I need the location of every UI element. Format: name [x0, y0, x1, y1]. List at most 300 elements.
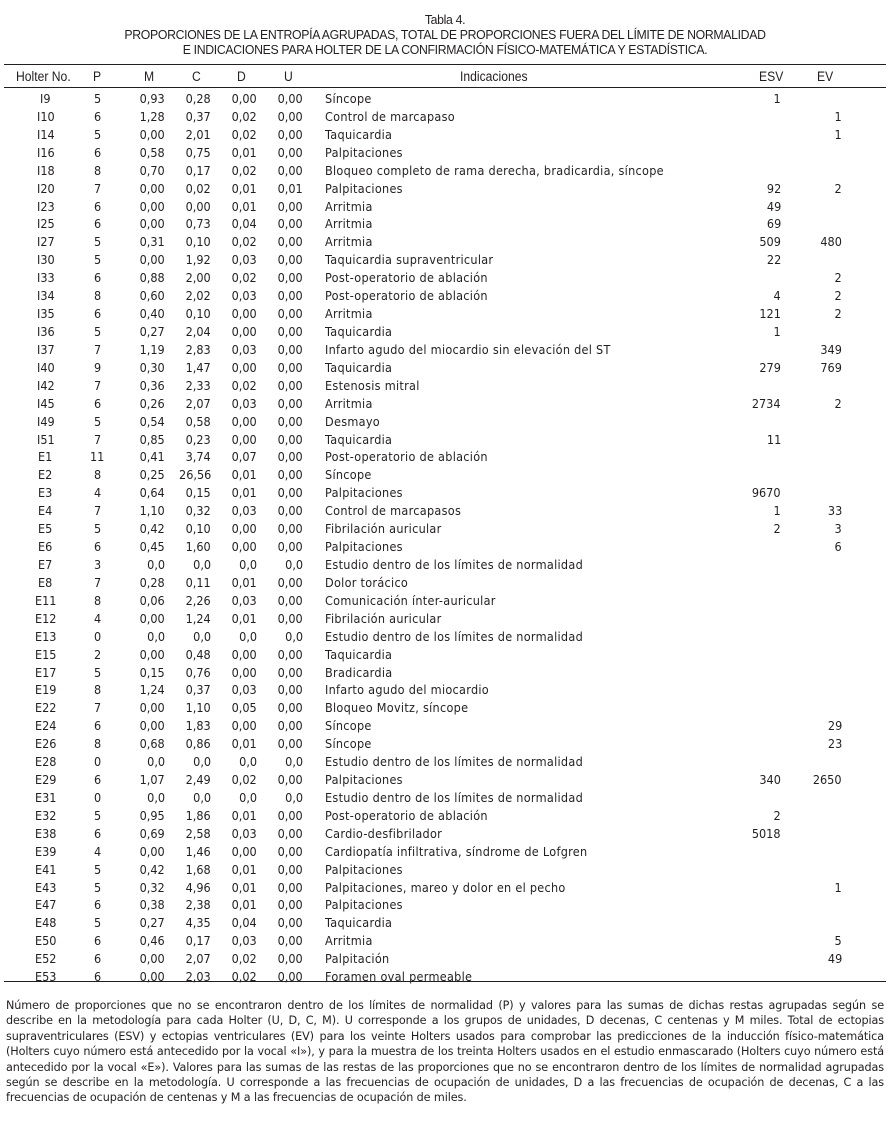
u-cell-text: 0,00 [277, 611, 303, 626]
u-cell-text: 0,00 [277, 199, 303, 214]
indicaciones-cell [325, 682, 499, 700]
holter-cell-text: I30 [36, 253, 55, 268]
c-cell-text: 2,83 [185, 342, 211, 357]
p-cell-text: 7 [94, 701, 102, 716]
p-cell-text: 8 [94, 683, 102, 698]
d-cell-text: 0,03 [231, 342, 257, 357]
d-cell-text: 0,00 [231, 540, 257, 555]
d-cell [216, 145, 257, 163]
ev-cell [790, 611, 842, 629]
holter-cell [20, 503, 72, 521]
u-cell-text: 0,00 [277, 289, 303, 304]
d-cell [216, 700, 257, 718]
indicaciones-cell [325, 360, 397, 378]
d-cell-text: 0,03 [231, 289, 257, 304]
ev-cell-text: 1 [834, 880, 842, 895]
indicaciones-cell [325, 127, 397, 145]
m-cell [128, 808, 165, 826]
c-cell-text: 0,10 [185, 307, 211, 322]
indicaciones-cell-text: Estudio dentro de los límites de normalidad [325, 629, 584, 644]
m-cell [128, 826, 165, 844]
table-row [0, 790, 890, 808]
m-cell [128, 629, 165, 647]
d-cell [216, 234, 257, 252]
d-cell-text: 0,01 [231, 880, 257, 895]
u-cell [262, 306, 303, 324]
m-cell [128, 449, 165, 467]
ev-cell [790, 378, 842, 396]
esv-cell [720, 485, 781, 503]
c-cell-text: 0,86 [185, 737, 211, 752]
u-cell-text: 0,00 [277, 109, 303, 124]
d-cell [216, 181, 257, 199]
c-cell [170, 682, 211, 700]
indicaciones-cell [325, 306, 376, 324]
table-label: Tabla 4. [424, 12, 466, 27]
u-cell [262, 127, 303, 145]
u-cell [262, 808, 303, 826]
indicaciones-cell-text: Estudio dentro de los límites de normalidad [325, 790, 584, 805]
ev-cell [790, 647, 842, 665]
u-cell-text: 0,00 [277, 253, 303, 268]
c-cell [170, 91, 211, 109]
indicaciones-cell-text: Control de marcapaso [325, 109, 455, 124]
u-cell-text: 0,00 [277, 719, 303, 734]
indicaciones-cell-text: Taquicardia [325, 647, 393, 662]
esv-cell-text: 5018 [752, 826, 781, 841]
m-cell [128, 163, 165, 181]
indicaciones-cell-text: Fibrilación auricular [325, 611, 442, 626]
holter-cell-text: E15 [34, 647, 57, 662]
indicaciones-cell [325, 808, 498, 826]
d-cell [216, 503, 257, 521]
indicaciones-cell-text: Palpitaciones [325, 773, 403, 788]
esv-cell [720, 951, 781, 969]
m-cell [128, 181, 165, 199]
u-cell-text: 0,00 [277, 307, 303, 322]
table-row [0, 306, 890, 324]
holter-cell-text: E26 [34, 737, 57, 752]
c-cell-text: 0,00 [185, 199, 211, 214]
table-body [0, 91, 890, 987]
ev-cell [790, 234, 842, 252]
p-cell [86, 109, 110, 127]
esv-cell-text: 9670 [752, 486, 781, 501]
esv-cell [720, 969, 781, 987]
p-cell-text: 5 [94, 92, 102, 106]
c-cell-text: 1,83 [185, 719, 211, 734]
holter-cell-text: E11 [34, 593, 57, 608]
u-cell-text: 0,00 [277, 880, 303, 895]
m-cell-text: 0,54 [139, 414, 165, 429]
indicaciones-cell [325, 216, 376, 234]
d-cell-text: 0,02 [231, 235, 257, 250]
m-cell-text: 0,00 [139, 217, 165, 232]
u-cell [262, 467, 303, 485]
u-cell [262, 593, 303, 611]
indicaciones-cell [325, 897, 408, 915]
m-cell-text: 0,95 [139, 808, 165, 823]
ev-cell [790, 414, 842, 432]
m-cell [128, 575, 165, 593]
holter-cell-text: E4 [38, 504, 53, 519]
c-cell-text: 0,58 [185, 414, 211, 429]
holter-cell [20, 145, 72, 163]
p-cell [86, 252, 110, 270]
table-row [0, 449, 890, 467]
m-cell-text: 0,60 [139, 289, 165, 304]
c-cell-text: 0,76 [185, 665, 211, 680]
esv-cell-text: 121 [759, 307, 781, 322]
p-cell [86, 969, 110, 987]
m-cell [128, 700, 165, 718]
c-cell [170, 432, 211, 450]
c-cell-text: 0,28 [185, 92, 211, 106]
header-holter: Holter No. [16, 69, 71, 84]
p-cell-text: 6 [94, 952, 102, 967]
ev-cell [790, 736, 842, 754]
c-cell [170, 234, 211, 252]
table-row [0, 718, 890, 736]
c-cell [170, 611, 211, 629]
esv-cell [720, 467, 781, 485]
p-cell-text: 8 [94, 593, 102, 608]
u-cell [262, 378, 303, 396]
u-cell [262, 199, 303, 217]
table-row [0, 754, 890, 772]
indicaciones-cell [325, 199, 376, 217]
table-row [0, 647, 890, 665]
c-cell [170, 306, 211, 324]
holter-cell-text: E7 [38, 557, 53, 572]
table-row [0, 485, 890, 503]
ev-cell [790, 539, 842, 557]
c-cell [170, 216, 211, 234]
p-cell-text: 6 [94, 898, 102, 913]
table-row [0, 324, 890, 342]
u-cell [262, 449, 303, 467]
m-cell-text: 0,68 [139, 737, 165, 752]
holter-cell-text: E24 [34, 719, 57, 734]
m-cell-text: 1,07 [139, 773, 165, 788]
table-row [0, 557, 890, 575]
m-cell-text: 0,38 [139, 898, 165, 913]
esv-cell [720, 163, 781, 181]
d-cell-text: 0,00 [231, 522, 257, 537]
esv-cell-text: 4 [773, 289, 781, 304]
indicaciones-cell [325, 145, 408, 163]
p-cell-text: 4 [94, 844, 102, 859]
m-cell [128, 736, 165, 754]
indicaciones-cell [325, 790, 599, 808]
table-row [0, 880, 890, 898]
m-cell [128, 342, 165, 360]
d-cell [216, 127, 257, 145]
indicaciones-cell [325, 718, 375, 736]
holter-cell-text: E50 [34, 934, 57, 949]
holter-cell [20, 324, 72, 342]
c-cell [170, 485, 211, 503]
c-cell-text: 2,07 [185, 952, 211, 967]
p-cell-text: 6 [94, 307, 102, 322]
m-cell-text: 0,40 [139, 307, 165, 322]
u-cell-text: 0,00 [277, 486, 303, 501]
table-row [0, 539, 890, 557]
table-bottom-rule [4, 981, 886, 982]
esv-cell [720, 665, 781, 683]
d-cell-text: 0,02 [231, 952, 257, 967]
m-cell [128, 844, 165, 862]
p-cell [86, 378, 110, 396]
esv-cell [720, 145, 781, 163]
esv-cell-text: 69 [766, 217, 781, 232]
table-row [0, 629, 890, 647]
c-cell-text: 0,10 [185, 235, 211, 250]
holter-cell-text: E13 [34, 629, 57, 644]
p-cell [86, 933, 110, 951]
c-cell-text: 0,32 [185, 504, 211, 519]
d-cell [216, 754, 257, 772]
m-cell-text: 0,42 [139, 522, 165, 537]
m-cell-text: 0,00 [139, 181, 165, 196]
indicaciones-cell [325, 324, 397, 342]
esv-cell-text: 49 [766, 199, 781, 214]
m-cell [128, 109, 165, 127]
holter-cell-text: I45 [36, 396, 55, 411]
indicaciones-cell-text: Palpitaciones [325, 540, 403, 555]
d-cell-text: 0,00 [231, 432, 257, 447]
m-cell [128, 270, 165, 288]
u-cell [262, 109, 303, 127]
holter-cell-text: E12 [34, 611, 57, 626]
c-cell [170, 539, 211, 557]
esv-cell [720, 593, 781, 611]
d-cell [216, 611, 257, 629]
c-cell-text: 3,74 [185, 450, 211, 465]
m-cell [128, 324, 165, 342]
d-cell [216, 951, 257, 969]
c-cell-text: 0,0 [193, 755, 211, 770]
d-cell [216, 862, 257, 880]
u-cell [262, 234, 303, 252]
u-cell [262, 270, 303, 288]
p-cell-text: 0 [94, 755, 102, 770]
holter-cell [20, 844, 72, 862]
u-cell-text: 0,00 [277, 934, 303, 949]
p-cell-text: 5 [94, 235, 102, 250]
holter-cell-text: E53 [34, 970, 57, 985]
d-cell [216, 718, 257, 736]
p-cell [86, 539, 110, 557]
p-cell-text: 5 [94, 916, 102, 931]
holter-cell-text: I14 [36, 127, 55, 142]
holter-cell [20, 306, 72, 324]
d-cell-text: 0,01 [231, 468, 257, 483]
d-cell-text: 0,02 [231, 970, 257, 985]
m-cell [128, 665, 165, 683]
ev-cell [790, 880, 842, 898]
d-cell [216, 915, 257, 933]
indicaciones-cell [325, 288, 498, 306]
m-cell-text: 1,24 [139, 683, 165, 698]
m-cell [128, 880, 165, 898]
m-cell-text: 1,28 [139, 109, 165, 124]
p-cell-text: 7 [94, 504, 102, 519]
c-cell-text: 0,37 [185, 683, 211, 698]
m-cell-text: 0,00 [139, 127, 165, 142]
m-cell [128, 396, 165, 414]
u-cell-text: 0,00 [277, 324, 303, 339]
u-cell-text: 0,00 [277, 271, 303, 286]
d-cell [216, 593, 257, 611]
m-cell [128, 611, 165, 629]
m-cell-text: 0,00 [139, 844, 165, 859]
p-cell-text: 5 [94, 808, 102, 823]
esv-cell [720, 629, 781, 647]
m-cell-text: 0,58 [139, 145, 165, 160]
holter-cell-text: I35 [36, 307, 55, 322]
esv-cell-text: 279 [759, 360, 781, 375]
d-cell-text: 0,0 [239, 755, 257, 770]
holter-cell-text: I27 [36, 235, 55, 250]
c-cell-text: 2,04 [185, 324, 211, 339]
p-cell-text: 5 [94, 862, 102, 877]
indicaciones-cell-text: Estenosis mitral [325, 378, 420, 393]
indicaciones-cell-text: Post-operatorio de ablación [325, 289, 488, 304]
p-cell [86, 754, 110, 772]
c-cell [170, 163, 211, 181]
holter-cell [20, 467, 72, 485]
d-cell-text: 0,00 [231, 324, 257, 339]
d-cell-text: 0,00 [231, 719, 257, 734]
table-row [0, 915, 890, 933]
header-m: M [144, 69, 155, 84]
c-cell-text: 1,60 [185, 540, 211, 555]
indicaciones-cell [325, 575, 413, 593]
p-cell-text: 6 [94, 540, 102, 555]
u-cell-text: 0,00 [277, 683, 303, 698]
holter-cell [20, 288, 72, 306]
m-cell-text: 0,25 [139, 468, 165, 483]
u-cell [262, 324, 303, 342]
esv-cell [720, 575, 781, 593]
m-cell [128, 199, 165, 217]
ev-cell-text: 1 [834, 127, 842, 142]
c-cell [170, 647, 211, 665]
ev-cell-text: 33 [827, 504, 842, 519]
p-cell [86, 360, 110, 378]
m-cell [128, 754, 165, 772]
indicaciones-cell-text: Síncope [325, 468, 372, 483]
p-cell [86, 199, 110, 217]
p-cell-text: 11 [90, 450, 105, 465]
indicaciones-cell-text: Bloqueo completo de rama derecha, bradicardia, síncope [325, 163, 664, 178]
p-cell-text: 5 [94, 414, 102, 429]
m-cell-text: 0,0 [147, 629, 165, 644]
c-cell [170, 629, 211, 647]
indicaciones-cell [325, 414, 383, 432]
p-cell [86, 127, 110, 145]
table-row [0, 808, 890, 826]
m-cell [128, 862, 165, 880]
d-cell-text: 0,03 [231, 396, 257, 411]
ev-cell-text: 2 [834, 271, 842, 286]
u-cell-text: 0,00 [277, 916, 303, 931]
m-cell-text: 0,27 [139, 916, 165, 931]
table-row [0, 736, 890, 754]
u-cell-text: 0,00 [277, 844, 303, 859]
m-cell [128, 288, 165, 306]
holter-cell [20, 252, 72, 270]
m-cell-text: 0,0 [147, 557, 165, 572]
c-cell-text: 2,00 [185, 271, 211, 286]
d-cell [216, 91, 257, 109]
u-cell [262, 252, 303, 270]
u-cell-text: 0,00 [277, 647, 303, 662]
p-cell-text: 6 [94, 396, 102, 411]
table-row [0, 844, 890, 862]
u-cell [262, 951, 303, 969]
indicaciones-cell [325, 844, 604, 862]
indicaciones-cell-text: Palpitaciones [325, 181, 403, 196]
p-cell [86, 467, 110, 485]
table-row [0, 288, 890, 306]
u-cell-text: 0,00 [277, 808, 303, 823]
p-cell-text: 5 [94, 127, 102, 142]
u-cell-text: 0,00 [277, 826, 303, 841]
m-cell-text: 0,30 [139, 360, 165, 375]
d-cell-text: 0,03 [231, 253, 257, 268]
c-cell [170, 467, 211, 485]
d-cell [216, 199, 257, 217]
ev-cell [790, 252, 842, 270]
table-top-rule [4, 64, 886, 65]
esv-cell [720, 199, 781, 217]
ev-cell [790, 91, 842, 109]
indicaciones-cell [325, 736, 375, 754]
c-cell-text: 0,23 [185, 432, 211, 447]
u-cell [262, 647, 303, 665]
esv-cell [720, 897, 781, 915]
ev-cell [790, 109, 842, 127]
holter-cell-text: E31 [34, 790, 57, 805]
u-cell [262, 360, 303, 378]
m-cell [128, 647, 165, 665]
ev-cell [790, 216, 842, 234]
table-title-line-2: E INDICACIONES PARA HOLTER DE LA CONFIRMACIÓN FÍSICO-MATEMÁTICA Y ESTADÍSTICA. [182, 42, 708, 57]
indicaciones-cell-text: Taquicardia [325, 324, 393, 339]
ev-cell [790, 575, 842, 593]
holter-cell-text: E43 [34, 880, 57, 895]
esv-cell [720, 754, 781, 772]
c-cell [170, 557, 211, 575]
holter-cell-text: I42 [36, 378, 55, 393]
ev-cell [790, 485, 842, 503]
u-cell-text: 0,00 [277, 450, 303, 465]
p-cell [86, 736, 110, 754]
table-row [0, 360, 890, 378]
d-cell-text: 0,01 [231, 898, 257, 913]
ev-cell-text: 2 [834, 181, 842, 196]
indicaciones-cell-text: Taquicardia [325, 916, 393, 931]
holter-cell [20, 234, 72, 252]
holter-cell [20, 557, 72, 575]
u-cell-text: 0,00 [277, 235, 303, 250]
c-cell-text: 0,73 [185, 217, 211, 232]
d-cell [216, 342, 257, 360]
d-cell-text: 0,03 [231, 593, 257, 608]
p-cell-text: 7 [94, 342, 102, 357]
